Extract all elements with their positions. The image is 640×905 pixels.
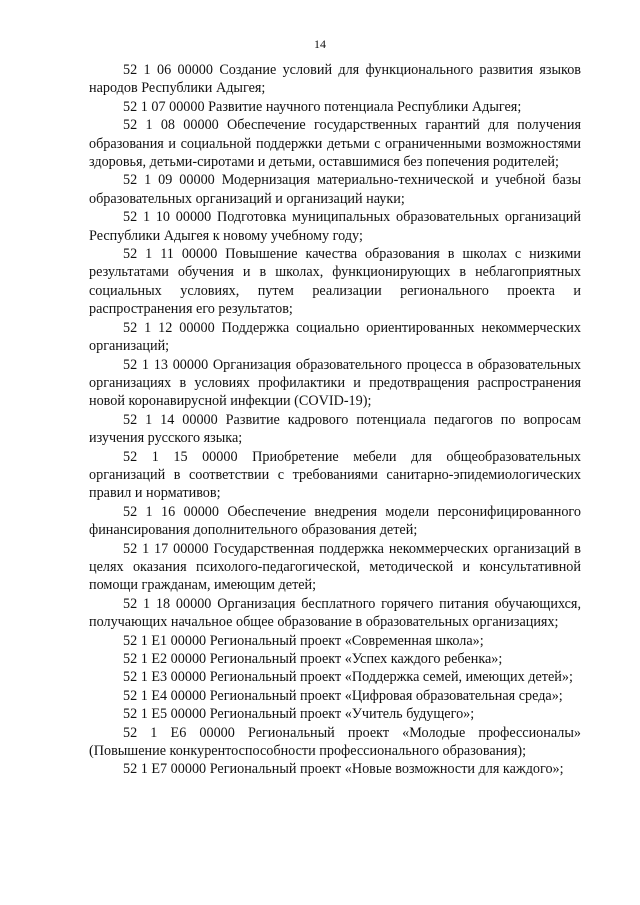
document-paragraph: 52 1 09 00000 Модернизация материально-технической и учебной базы образовательных организаций и организаций науки; — [89, 172, 581, 207]
document-paragraph: 52 1 10 00000 Подготовка муниципальных образовательных организаций Республики Адыгея к новому учебному году; — [89, 209, 581, 244]
document-paragraph: 52 1 15 00000 Приобретение мебели для общеобразовательных организаций в соответствии с требованиями санитарно-эпидемиологических правил и нормативов; — [89, 448, 581, 502]
document-paragraph: 52 1 Е1 00000 Региональный проект «Современная школа»; — [123, 632, 484, 649]
document-paragraph: 52 1 Е6 00000 Региональный проект «Молодые профессионалы» (Повышение конкурентоспособности профессионального образования); — [89, 724, 581, 760]
document-paragraph: 52 1 Е5 00000 Региональный проект «Учитель будущего»; — [123, 706, 475, 723]
document-paragraph: 52 1 18 00000 Организация бесплатного горячего питания обучающихся, получающих начальное общее образование в образовательных организациях; — [89, 595, 581, 631]
document-paragraph: 52 1 Е3 00000 Региональный проект «Поддержка семей, имеющих детей»; — [123, 669, 573, 686]
document-paragraph: 52 1 17 00000 Государственная поддержка некоммерческих организаций в целях оказания психолого-педагогической, методической и консультативной помощи гражданам, имеющим детей; — [89, 540, 581, 594]
document-paragraph: 52 1 Е2 00000 Региональный проект «Успех каждого ребенка»; — [123, 651, 503, 667]
document-paragraph: 52 1 07 00000 Развитие научного потенциала Республики Адыгея; — [123, 98, 522, 115]
document-paragraph: 52 1 11 00000 Повышение качества образования в школах с низкими результатами обучения и в школах, функционирующих в неблагоприятных социальных условиях, путем реализации регионального проекта и распространения его результатов; — [89, 246, 581, 318]
document-paragraph: 52 1 06 00000 Создание условий для функционального развития языков народов Республики Адыгея; — [89, 62, 581, 97]
document-paragraph: 52 1 13 00000 Организация образовательного процесса в образовательных организациях в условиях профилактики и предотвращения распространения новой коронавирусной инфекции (COVID-19); — [89, 356, 581, 410]
document-paragraph: 52 1 14 00000 Развитие кадрового потенциала педагогов по вопросам изучения русского языка; — [89, 411, 581, 447]
document-paragraph: 52 1 Е4 00000 Региональный проект «Цифровая образовательная среда»; — [123, 687, 563, 704]
page-number: 14 — [314, 37, 326, 51]
document-paragraph: 52 1 08 00000 Обеспечение государственных гарантий для получения образования и социальной поддержки детьми с ограниченными возможностями здоровья, детьми-сиротами и детьми, оставшимися без попечения родителей; — [89, 117, 581, 171]
document-paragraph: 52 1 16 00000 Обеспечение внедрения модели персонифицированного финансирования дополнительного образования детей; — [89, 503, 581, 539]
document-paragraph: 52 1 12 00000 Поддержка социально ориентированных некоммерческих организаций; — [89, 319, 581, 355]
document-body — [89, 61, 581, 779]
document-paragraph: 52 1 Е7 00000 Региональный проект «Новые возможности для каждого»; — [123, 761, 564, 778]
